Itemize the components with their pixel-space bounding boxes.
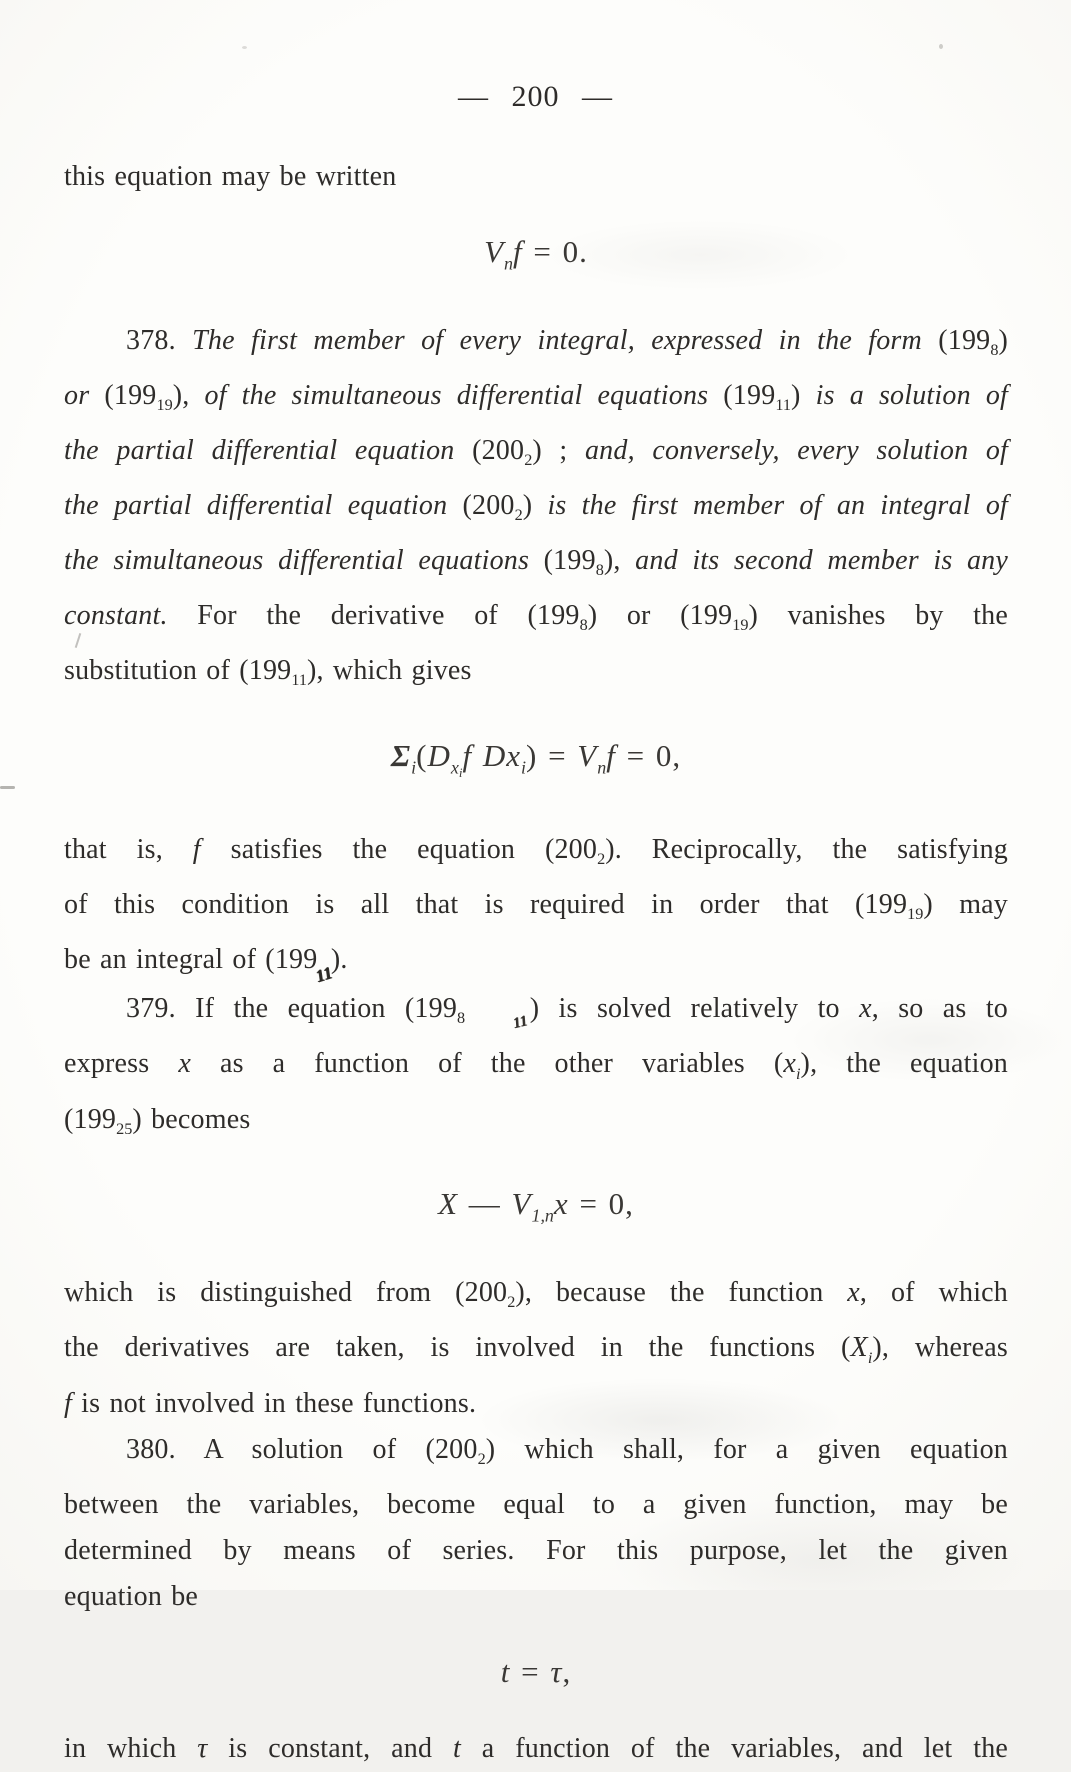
para-which-line-2 bbox=[64, 1325, 1008, 1381]
italic-text-segment: the partial differential equation bbox=[64, 434, 473, 466]
text-segment: ). Reciprocally, the satisfying bbox=[605, 833, 1008, 865]
text-segment: that is, bbox=[64, 833, 193, 865]
italic-text-segment: D bbox=[427, 737, 451, 773]
text-segment: of this condition is all that is required in order that (199 bbox=[64, 888, 908, 920]
nested-subscript: i bbox=[458, 764, 463, 780]
italic-text-segment: V bbox=[511, 1186, 532, 1222]
closing-line bbox=[64, 1726, 1008, 1772]
italic-text-segment: x bbox=[553, 1186, 569, 1222]
text-segment: (199 bbox=[723, 379, 776, 411]
para-378-line-2 bbox=[64, 373, 1008, 428]
text-segment: ), bbox=[603, 545, 636, 577]
italic-text-segment: and, conversely, every solution of bbox=[584, 434, 1009, 466]
para-thatis-line-1 bbox=[64, 827, 1008, 882]
text-segment: as a function of the other variables ( bbox=[190, 1048, 784, 1080]
margin-dash-artifact bbox=[0, 786, 15, 789]
text-segment: (199 bbox=[104, 379, 157, 411]
text-segment: in which bbox=[64, 1732, 198, 1764]
text-segment: = bbox=[615, 737, 656, 773]
text-segment: ). bbox=[330, 944, 348, 976]
subscript: 19 bbox=[732, 616, 749, 635]
text-segment: this equation may be written bbox=[64, 161, 397, 192]
subscript: 11 bbox=[775, 395, 792, 414]
text-segment: If the equation (199 bbox=[175, 993, 458, 1025]
text-segment: A solution of (200 bbox=[175, 1433, 478, 1465]
text-segment: express bbox=[64, 1048, 179, 1080]
text-segment: is not involved in these functions. bbox=[71, 1387, 477, 1419]
text-segment: ) is solved relatively to bbox=[529, 993, 860, 1025]
italic-text-segment: f bbox=[192, 833, 201, 865]
intro-line bbox=[64, 154, 1008, 200]
para-thatis-line-3 bbox=[64, 937, 1008, 986]
text-segment: 0, bbox=[655, 737, 682, 773]
text-segment: = bbox=[522, 234, 563, 269]
italic-text-segment: is a solution of bbox=[815, 379, 1009, 411]
text-segment: = bbox=[537, 737, 578, 773]
subscript: i bbox=[520, 757, 526, 778]
italic-text-segment: D bbox=[482, 737, 507, 773]
para-380-line-3 bbox=[64, 1528, 1008, 1574]
para-378-line-5 bbox=[64, 538, 1008, 593]
text-segment: (199 bbox=[64, 1103, 117, 1135]
text-segment: ), the equation bbox=[800, 1048, 1009, 1080]
italic-text-segment: or bbox=[64, 379, 105, 411]
para-378-line-6 bbox=[64, 593, 1008, 648]
italic-text-segment: of the simultaneous differential equations bbox=[204, 379, 724, 411]
subscript: 2 bbox=[524, 451, 533, 470]
para-378-line-7 bbox=[64, 648, 1008, 703]
italic-text-segment: f bbox=[606, 737, 616, 773]
subscript: 8 bbox=[990, 340, 999, 359]
text-segment: between the variables, become equal to a given function, may be bbox=[64, 1488, 1008, 1520]
text-segment: = bbox=[510, 1653, 551, 1689]
text-segment: , so as to bbox=[871, 993, 1009, 1025]
text-segment bbox=[472, 738, 483, 773]
equation-sigma bbox=[64, 730, 1008, 799]
italic-text-segment: is the first member of an integral of bbox=[547, 490, 1009, 522]
text-segment: ), which gives bbox=[306, 655, 472, 687]
text-segment: , of which bbox=[859, 1276, 1008, 1308]
italic-text-segment: the simultaneous differential equations bbox=[64, 545, 544, 577]
subscript: 8 bbox=[457, 1009, 466, 1028]
text-segment: is constant, and bbox=[207, 1732, 453, 1764]
text-segment: 0, bbox=[608, 1186, 634, 1222]
para-378-line-4 bbox=[64, 483, 1008, 538]
subscript: 2 bbox=[477, 1449, 486, 1468]
italic-text-segment: X bbox=[438, 1186, 459, 1222]
text-segment: 380. bbox=[126, 1433, 176, 1465]
subscript: 2 bbox=[597, 849, 606, 868]
text-segment: (199 bbox=[543, 545, 596, 577]
italic-text-segment: x bbox=[506, 737, 521, 773]
text-segment: , bbox=[562, 1653, 572, 1689]
page-number: — 200 — bbox=[458, 80, 613, 113]
para-380-line-1 bbox=[64, 1427, 1008, 1482]
equation-vnf bbox=[64, 226, 1008, 290]
subscript: i bbox=[796, 1064, 801, 1083]
text-segment: equation be bbox=[64, 1580, 199, 1612]
text-segment: ) which shall, for a given equation bbox=[485, 1433, 1008, 1465]
text-segment: ) or (199 bbox=[587, 600, 733, 632]
text-segment: ( bbox=[416, 737, 428, 773]
sigma-symbol: Σ bbox=[390, 737, 412, 773]
text-segment: ) becomes bbox=[132, 1103, 251, 1135]
text-segment: the derivatives are taken, is involved in the functions ( bbox=[64, 1331, 851, 1363]
handwritten-correction: 11 bbox=[511, 1012, 530, 1033]
text-segment: substitution of (199 bbox=[64, 655, 292, 687]
text-segment: a function of the variables, and let the bbox=[460, 1732, 1009, 1764]
text-segment: 378. bbox=[126, 324, 176, 356]
subscript: n bbox=[597, 757, 607, 778]
subscript: 19 bbox=[907, 905, 924, 924]
text-segment: — bbox=[458, 1186, 512, 1222]
text-segment: (200 bbox=[462, 490, 515, 522]
subscript: i bbox=[411, 757, 417, 778]
para-380-line-4 bbox=[64, 1574, 1008, 1620]
para-378-line-1 bbox=[64, 318, 1008, 373]
text-segment: ), because the function bbox=[515, 1276, 848, 1308]
subscript: n bbox=[504, 253, 514, 274]
handwritten-correction: 11 bbox=[313, 962, 336, 987]
italic-text-segment: V bbox=[484, 234, 505, 269]
italic-text-segment: f bbox=[64, 1387, 72, 1419]
text-segment: ) bbox=[522, 490, 548, 522]
equation-x-v1n bbox=[64, 1178, 1008, 1242]
subscript: i bbox=[867, 1348, 873, 1367]
text-segment bbox=[176, 325, 192, 356]
para-379-line-2 bbox=[64, 1041, 1008, 1097]
equation-t-tau bbox=[64, 1646, 1008, 1698]
subscript: x bbox=[450, 757, 459, 778]
text-segment: (199 bbox=[938, 324, 991, 356]
subscript: 8 bbox=[595, 561, 604, 580]
para-thatis-line-2 bbox=[64, 882, 1008, 937]
italic-text-segment: and its second member is any bbox=[635, 545, 1008, 577]
para-which-line-1 bbox=[64, 1270, 1008, 1325]
subscript: 11 bbox=[291, 671, 307, 690]
italic-text-segment: x bbox=[178, 1048, 191, 1080]
text-segment: ) bbox=[791, 379, 816, 411]
subscript: 1,n bbox=[531, 1205, 554, 1226]
italic-text-segment: τ bbox=[550, 1653, 563, 1689]
para-379-line-3 bbox=[64, 1097, 1008, 1152]
text-segment: ) ; bbox=[532, 434, 585, 466]
text-segment: For the derivative of (199 bbox=[167, 600, 580, 632]
italic-text-segment: x bbox=[847, 1276, 860, 1308]
italic-text-segment: V bbox=[577, 737, 598, 773]
text-segment: ) bbox=[525, 737, 538, 773]
para-which-line-3 bbox=[64, 1381, 1008, 1427]
text-segment: satisfies the equation (200 bbox=[200, 833, 598, 865]
italic-text-segment: τ bbox=[197, 1732, 208, 1764]
italic-text-segment: f bbox=[513, 234, 523, 269]
text-segment: ) bbox=[998, 324, 1009, 356]
para-379-line-1 bbox=[64, 986, 1008, 1041]
text-segment: ), bbox=[172, 379, 205, 411]
text-segment: 0. bbox=[562, 234, 588, 269]
para-380-line-2 bbox=[64, 1482, 1008, 1528]
text-segment: which is distinguished from (200 bbox=[64, 1276, 508, 1308]
text-segment: be an integral of (199 bbox=[64, 944, 318, 976]
subscript: 2 bbox=[514, 506, 523, 525]
text-segment: ) may bbox=[923, 888, 1008, 920]
text-segment: 379. bbox=[126, 993, 176, 1025]
subscript: 8 bbox=[579, 616, 588, 635]
italic-text-segment: t bbox=[452, 1732, 461, 1764]
text-segment: ) vanishes by the bbox=[748, 600, 1008, 632]
italic-text-segment: t bbox=[500, 1653, 511, 1689]
italic-text-segment: x bbox=[859, 993, 872, 1025]
text-segment: (200 bbox=[472, 434, 525, 466]
subscript: 25 bbox=[116, 1120, 133, 1139]
text-segment: determined by means of series. For this purpose, let the given bbox=[64, 1534, 1008, 1566]
page-content bbox=[64, 154, 1008, 1772]
italic-text-segment: f bbox=[462, 737, 473, 773]
text-segment: ), whereas bbox=[872, 1331, 1008, 1363]
italic-text-segment: The first member of every integral, expressed in the form bbox=[192, 324, 939, 356]
text-segment: = bbox=[568, 1186, 609, 1222]
italic-text-segment: the partial differential equation bbox=[64, 490, 463, 522]
italic-text-segment: X bbox=[850, 1331, 868, 1363]
subscript: 19 bbox=[156, 395, 173, 414]
italic-text-segment: constant. bbox=[64, 600, 168, 632]
subscript: 2 bbox=[507, 1292, 516, 1311]
italic-text-segment: x bbox=[783, 1048, 797, 1080]
para-378-line-3 bbox=[64, 428, 1008, 483]
